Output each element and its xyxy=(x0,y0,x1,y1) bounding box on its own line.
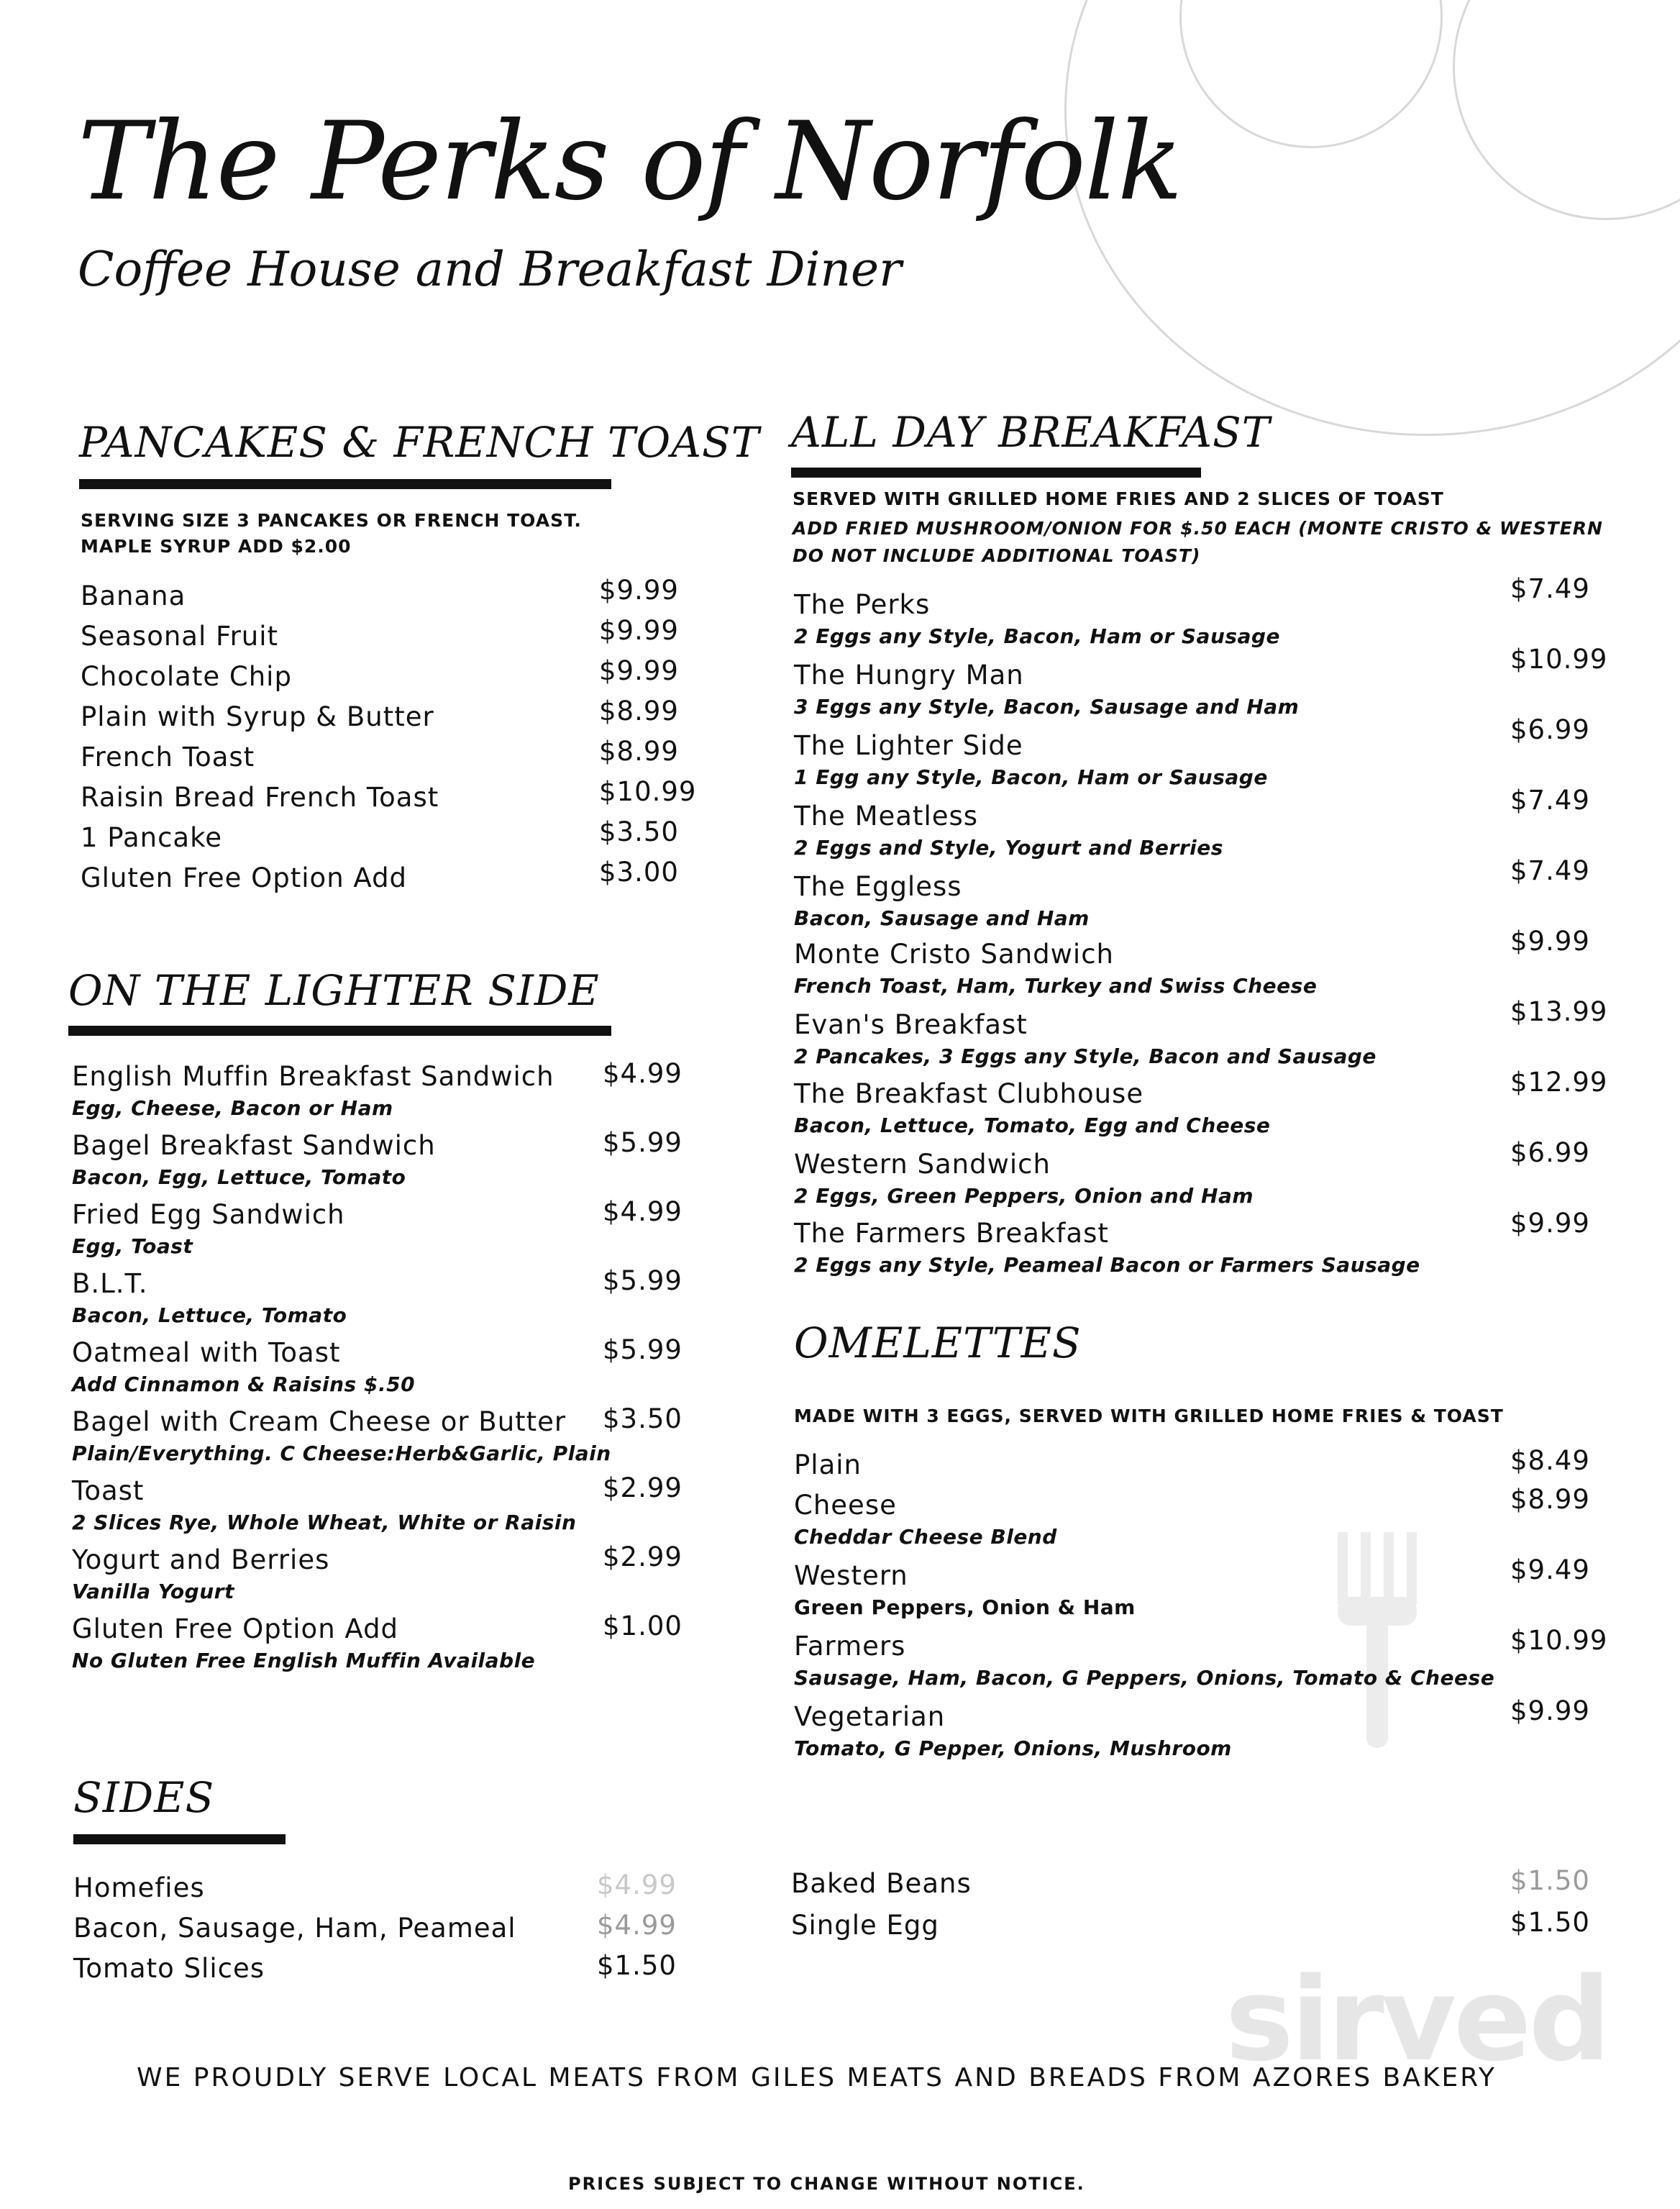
menu-item xyxy=(794,662,1299,717)
item-name: Bagel Breakfast Sandwich xyxy=(72,1130,436,1161)
item-desc: No Gluten Free English Muffin Available xyxy=(72,1649,536,1672)
item-price: $2.99 xyxy=(603,1541,682,1572)
section-sides xyxy=(65,1770,1590,1984)
menu-item xyxy=(794,1220,1420,1275)
item-price: $10.99 xyxy=(1510,644,1608,675)
item-price: $5.99 xyxy=(603,1265,682,1296)
menu-item xyxy=(794,1080,1270,1136)
menu-item xyxy=(794,873,1090,929)
item-price: $3.00 xyxy=(599,857,679,888)
menu-item xyxy=(81,862,408,893)
item-name: Fried Egg Sandwich xyxy=(72,1199,345,1230)
menu-item xyxy=(81,742,255,773)
item-name: Gluten Free Option Add xyxy=(72,1613,399,1644)
item-name: Gluten Free Option Add xyxy=(81,862,408,893)
item-name: Plain with Syrup & Butter xyxy=(81,701,434,732)
item-name: The Lighter Side xyxy=(794,730,1023,761)
item-name: The Farmers Breakfast xyxy=(794,1218,1109,1249)
item-price: $6.99 xyxy=(1510,1137,1590,1168)
item-desc: 2 Pancakes, 3 Eggs any Style, Bacon and Sausage xyxy=(794,1044,1377,1068)
item-price: $8.99 xyxy=(599,696,679,727)
item-price: $4.99 xyxy=(597,1910,677,1941)
menu-item xyxy=(73,1955,265,1982)
item-price: $5.99 xyxy=(603,1334,682,1365)
item-name: Evan's Breakfast xyxy=(794,1009,1028,1040)
item-price: $7.49 xyxy=(1510,573,1590,604)
item-name: The Breakfast Clubhouse xyxy=(794,1078,1144,1109)
section-pancakes xyxy=(72,417,760,921)
item-name: Cheese xyxy=(794,1490,897,1521)
watermark-brand: sirved xyxy=(1225,1952,1608,2087)
section-heading: ON THE LIGHTER SIDE xyxy=(68,966,600,1015)
item-price: $1.50 xyxy=(1510,1865,1590,1896)
item-price: $8.99 xyxy=(1510,1484,1590,1515)
item-desc: 2 Eggs, Green Peppers, Onion and Ham xyxy=(794,1184,1254,1208)
section-heading: SIDES xyxy=(73,1773,215,1822)
item-name: 1 Pancake xyxy=(81,822,222,853)
note-line: ADD FRIED MUSHROOM/ONION FOR $.50 EACH (MONTE CRISTO & WESTERN xyxy=(793,518,1603,539)
item-name: Seasonal Fruit xyxy=(81,621,279,652)
item-name: Bagel with Cream Cheese or Butter xyxy=(72,1406,567,1437)
menu-item xyxy=(72,1132,436,1188)
item-desc: Egg, Cheese, Bacon or Ham xyxy=(72,1096,393,1120)
item-name: French Toast xyxy=(81,742,255,773)
item-price: $10.99 xyxy=(1510,1625,1608,1656)
item-price: $5.99 xyxy=(603,1127,682,1158)
menu-item xyxy=(794,803,1223,858)
section-note xyxy=(794,1400,1504,1433)
item-price: $12.99 xyxy=(1510,1067,1608,1098)
item-name: Toast xyxy=(72,1475,145,1506)
item-name: Yogurt and Berries xyxy=(72,1544,330,1575)
item-price: $9.99 xyxy=(599,615,679,646)
section-heading: PANCAKES & FRENCH TOAST xyxy=(79,418,760,467)
section-omelettes xyxy=(784,1316,1611,1770)
local-suppliers-note: WE PROUDLY SERVE LOCAL MEATS FROM GILES MEATS AND BREADS FROM AZORES BAKERY xyxy=(137,2063,1497,2092)
page-title: The Perks of Norfolk xyxy=(78,99,1182,224)
item-price: $1.00 xyxy=(603,1611,682,1641)
heading-underline xyxy=(79,479,611,489)
menu-item xyxy=(72,1408,611,1464)
menu-item xyxy=(81,703,434,730)
item-name: The Perks xyxy=(794,589,931,620)
menu-item xyxy=(72,1063,554,1119)
item-desc: French Toast, Ham, Turkey and Swiss Cheese xyxy=(794,974,1318,998)
menu-item xyxy=(81,784,439,811)
item-name: The Eggless xyxy=(794,871,962,902)
menu-item xyxy=(72,1613,536,1672)
item-name: English Muffin Breakfast Sandwich xyxy=(72,1061,554,1092)
heading-underline xyxy=(791,468,1201,478)
section-all-day-breakfast xyxy=(784,403,1611,1295)
item-price: $3.50 xyxy=(599,816,679,847)
menu-item xyxy=(72,1477,576,1533)
item-desc: 3 Eggs any Style, Bacon, Sausage and Ham xyxy=(794,695,1300,719)
item-name: Farmers xyxy=(794,1631,906,1662)
item-desc: Add Cinnamon & Raisins $.50 xyxy=(72,1372,416,1396)
menu-item xyxy=(794,1562,1136,1618)
menu-item xyxy=(794,1492,1057,1547)
item-price: $6.99 xyxy=(1510,714,1590,745)
heading-underline xyxy=(68,1026,611,1036)
item-name: Homefies xyxy=(73,1872,205,1903)
menu-item xyxy=(791,1912,939,1939)
page-subtitle: Coffee House and Breakfast Diner xyxy=(78,242,902,297)
note-line: DO NOT INCLUDE ADDITIONAL TOAST) xyxy=(793,545,1201,566)
item-name: B.L.T. xyxy=(72,1268,148,1299)
menu-item xyxy=(81,623,278,650)
item-price: $3.50 xyxy=(603,1403,682,1434)
item-price: $9.99 xyxy=(599,655,679,686)
item-name: Raisin Bread French Toast xyxy=(81,782,439,813)
note-line: SERVED WITH GRILLED HOME FRIES AND 2 SLICES OF TOAST xyxy=(793,488,1444,509)
item-desc: Bacon, Lettuce, Tomato, Egg and Cheese xyxy=(794,1113,1271,1137)
item-price: $9.99 xyxy=(599,575,679,606)
item-desc: Bacon, Sausage and Ham xyxy=(794,906,1090,930)
item-desc: 2 Eggs any Style, Bacon, Ham or Sausage xyxy=(794,624,1280,648)
item-name: Tomato Slices xyxy=(73,1953,265,1984)
menu-item xyxy=(794,1011,1377,1067)
item-desc: Bacon, Lettuce, Tomato xyxy=(72,1303,347,1327)
item-desc: Plain/Everything. C Cheese:Herb&Garlic, Plain xyxy=(72,1441,611,1465)
item-price: $10.99 xyxy=(599,776,697,807)
item-price: $9.49 xyxy=(1510,1554,1590,1585)
item-price: $9.99 xyxy=(1510,1208,1590,1239)
item-name: Banana xyxy=(81,580,186,611)
item-price: $7.49 xyxy=(1510,855,1590,886)
item-price: $9.99 xyxy=(1510,1695,1590,1726)
item-price: $9.99 xyxy=(1510,926,1590,957)
item-desc: Cheddar Cheese Blend xyxy=(794,1525,1057,1549)
item-desc: Egg, Toast xyxy=(72,1234,193,1258)
item-desc: Tomato, G Pepper, Onions, Mushroom xyxy=(794,1736,1232,1760)
item-desc: Green Peppers, Onion & Ham xyxy=(794,1595,1136,1619)
item-price: $8.99 xyxy=(599,736,679,767)
menu-item xyxy=(794,1449,862,1480)
item-price: $1.50 xyxy=(597,1950,677,1981)
item-name: Single Egg xyxy=(791,1910,939,1941)
item-name: Chocolate Chip xyxy=(81,661,292,692)
section-note xyxy=(793,483,1603,570)
menu-item xyxy=(72,1544,330,1603)
item-desc: Bacon, Egg, Lettuce, Tomato xyxy=(72,1165,406,1189)
menu-item xyxy=(794,591,1280,647)
item-price: $7.49 xyxy=(1510,785,1590,816)
item-price: $8.49 xyxy=(1510,1445,1590,1476)
item-desc: 2 Slices Rye, Whole Wheat, White or Raisin xyxy=(72,1511,577,1534)
menu-item xyxy=(794,1703,1232,1759)
menu-item xyxy=(794,941,1317,996)
section-heading: OMELETTES xyxy=(794,1318,1082,1367)
note-line: MADE WITH 3 EGGS, SERVED WITH GRILLED HOME FRIES & TOAST xyxy=(794,1406,1504,1426)
note-line: MAPLE SYRUP ADD $2.00 xyxy=(81,536,352,557)
menu-item xyxy=(794,1633,1494,1688)
menu-item xyxy=(81,580,186,611)
item-name: Plain xyxy=(794,1449,862,1480)
item-name: Vegetarian xyxy=(794,1701,946,1732)
section-lighter-side xyxy=(65,964,712,1690)
item-price: $4.99 xyxy=(603,1196,682,1227)
item-name: Baked Beans xyxy=(791,1868,972,1899)
item-price: $13.99 xyxy=(1510,996,1608,1027)
menu-item xyxy=(73,1913,516,1944)
item-desc: 2 Eggs and Style, Yogurt and Berries xyxy=(794,836,1223,860)
item-name: Monte Cristo Sandwich xyxy=(794,939,1114,970)
item-name: Western Sandwich xyxy=(794,1149,1051,1180)
menu-item xyxy=(81,824,222,851)
menu-item xyxy=(72,1270,347,1326)
heading-underline xyxy=(73,1834,286,1844)
menu-item xyxy=(72,1201,345,1257)
section-heading: ALL DAY BREAKFAST xyxy=(791,408,1271,457)
item-price: $1.50 xyxy=(1510,1907,1590,1938)
menu-item xyxy=(72,1339,415,1395)
menu-item xyxy=(81,663,292,690)
item-desc: Sausage, Ham, Bacon, G Peppers, Onions, Tomato & Cheese xyxy=(794,1666,1495,1690)
menu-item xyxy=(794,732,1268,788)
item-desc: Vanilla Yogurt xyxy=(72,1580,234,1603)
price-disclaimer: PRICES SUBJECT TO CHANGE WITHOUT NOTICE. xyxy=(568,2174,1085,2194)
item-name: The Meatless xyxy=(794,801,979,832)
item-name: Western xyxy=(794,1560,908,1591)
menu-item xyxy=(794,1151,1254,1206)
item-price: $2.99 xyxy=(603,1472,682,1503)
item-name: Oatmeal with Toast xyxy=(72,1337,341,1368)
item-price: $4.99 xyxy=(597,1869,677,1900)
item-price: $4.99 xyxy=(603,1058,682,1089)
note-line: SERVING SIZE 3 PANCAKES OR FRENCH TOAST. xyxy=(81,510,582,531)
item-name: Bacon, Sausage, Ham, Peameal xyxy=(73,1913,516,1944)
item-desc: 1 Egg any Style, Bacon, Ham or Sausage xyxy=(794,765,1268,789)
item-name: The Hungry Man xyxy=(794,660,1024,691)
section-note xyxy=(81,505,582,557)
menu-item xyxy=(791,1870,972,1897)
menu-item xyxy=(73,1872,205,1903)
item-desc: 2 Eggs any Style, Peameal Bacon or Farmers Sausage xyxy=(794,1253,1420,1277)
